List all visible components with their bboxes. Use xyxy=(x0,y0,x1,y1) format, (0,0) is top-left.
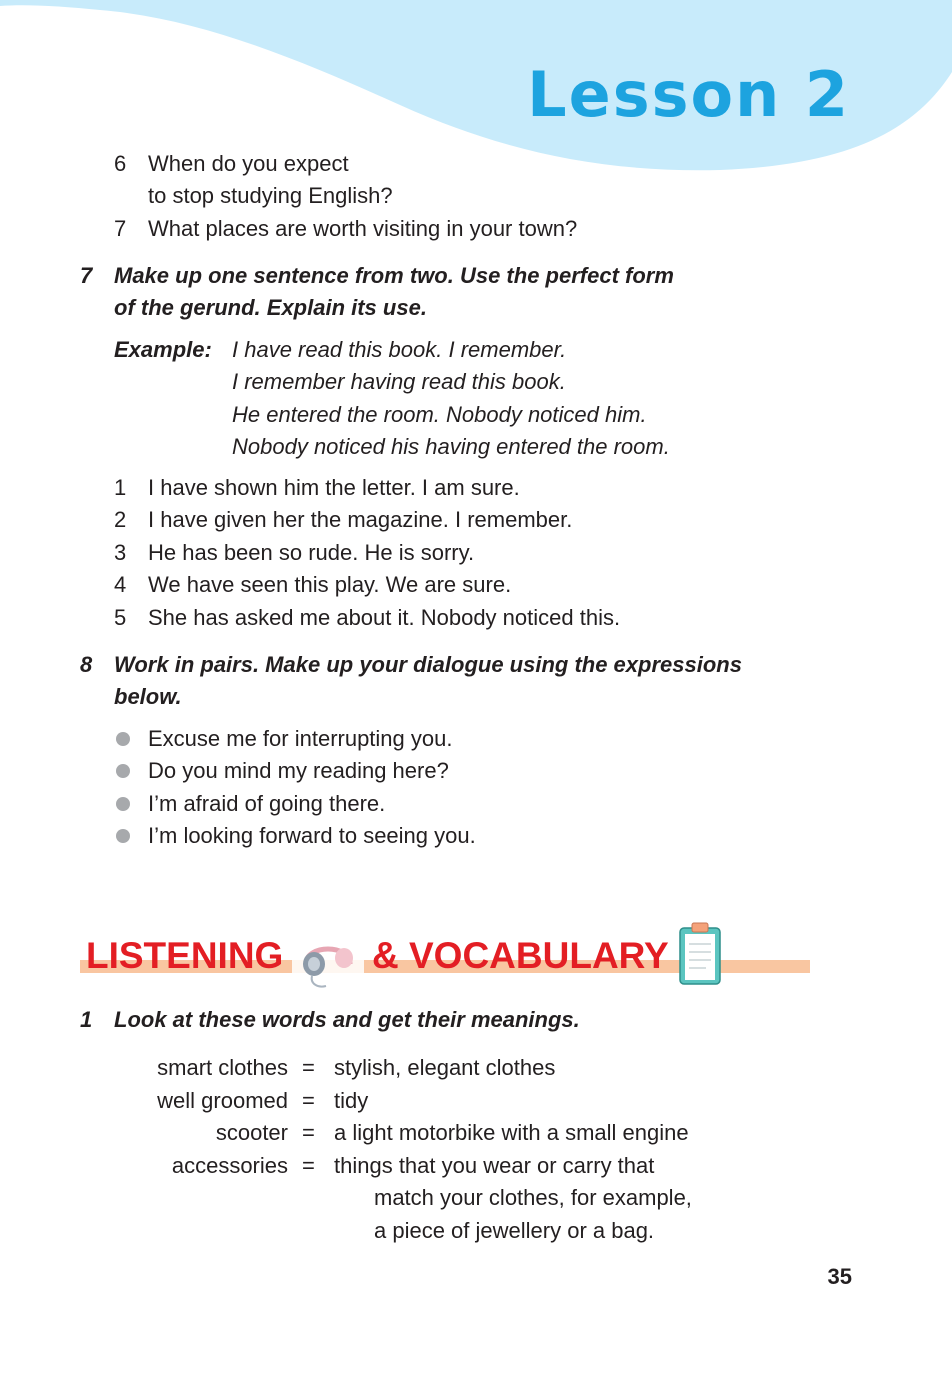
bullet-icon xyxy=(116,829,130,843)
vocab-equals: = xyxy=(302,1055,315,1080)
task-instruction-line: Work in pairs. Make up your dialogue using the expressions xyxy=(114,652,742,677)
task-instruction-line: of the gerund. Explain its use. xyxy=(114,295,427,320)
clipboard-icon xyxy=(676,916,724,988)
vocab-definition: tidy xyxy=(334,1088,369,1113)
expression-item: I’m afraid of going there. xyxy=(148,791,386,816)
vocab-equals: = xyxy=(302,1088,315,1113)
task-instruction-line: below. xyxy=(114,684,182,709)
vocab-definition: a light motorbike with a small engine xyxy=(334,1120,689,1145)
item-text: He has been so rude. He is sorry. xyxy=(148,540,475,565)
example-line: I have read this book. I remember. xyxy=(232,337,567,362)
item-number: 3 xyxy=(114,540,127,565)
task-number: 8 xyxy=(80,652,93,677)
bullet-icon xyxy=(116,732,130,746)
example-label: Example: xyxy=(114,337,212,362)
item-text: She has asked me about it. Nobody noticed this. xyxy=(148,605,621,630)
item-number: 5 xyxy=(114,605,127,630)
page-number: 35 xyxy=(827,1264,852,1289)
question-text-line: When do you expect xyxy=(148,151,349,176)
question-text-line: to stop studying English? xyxy=(148,183,393,208)
question-number: 7 xyxy=(114,216,127,241)
item-text: We have seen this play. We are sure. xyxy=(148,572,512,597)
vocab-equals: = xyxy=(302,1120,315,1145)
example-line: He entered the room. Nobody noticed him. xyxy=(232,402,647,427)
expression-item: Excuse me for interrupting you. xyxy=(148,726,453,751)
question-number: 6 xyxy=(114,151,127,176)
expression-item: Do you mind my reading here? xyxy=(148,758,449,783)
vocab-term: well groomed xyxy=(157,1088,288,1113)
item-number: 1 xyxy=(114,475,127,500)
vocab-term: accessories xyxy=(171,1153,288,1178)
vocab-term: smart clothes xyxy=(157,1055,288,1080)
vocab-definition: stylish, elegant clothes xyxy=(334,1055,556,1080)
vocab-definition: things that you wear or carry that xyxy=(334,1153,655,1178)
item-text: I have given her the magazine. I remember. xyxy=(148,507,573,532)
task-number: 7 xyxy=(80,263,93,288)
headphones-icon xyxy=(292,930,364,992)
task-instruction-line: Make up one sentence from two. Use the perfect form xyxy=(114,263,674,288)
example-line: I remember having read this book. xyxy=(232,369,566,394)
example-line: Nobody noticed his having entered the room. xyxy=(232,434,670,459)
section-title-listening: LISTENING xyxy=(86,935,284,976)
bullet-icon xyxy=(116,764,130,778)
section-title-vocabulary: & VOCABULARY xyxy=(372,935,669,976)
task-instruction: Look at these words and get their meanings. xyxy=(114,1007,580,1032)
vocab-definition: match your clothes, for example, xyxy=(374,1185,692,1210)
vocab-definition: a piece of jewellery or a bag. xyxy=(374,1218,655,1243)
vocab-equals: = xyxy=(302,1153,315,1178)
item-number: 4 xyxy=(114,572,127,597)
item-number: 2 xyxy=(114,507,127,532)
expression-item: I’m looking forward to seeing you. xyxy=(148,823,476,848)
lesson-title: Lesson 2 xyxy=(527,58,850,131)
bullet-icon xyxy=(116,797,130,811)
item-text: I have shown him the letter. I am sure. xyxy=(148,475,520,500)
task-number: 1 xyxy=(80,1007,93,1032)
vocab-term: scooter xyxy=(215,1120,288,1145)
question-text-line: What places are worth visiting in your town? xyxy=(148,216,578,241)
